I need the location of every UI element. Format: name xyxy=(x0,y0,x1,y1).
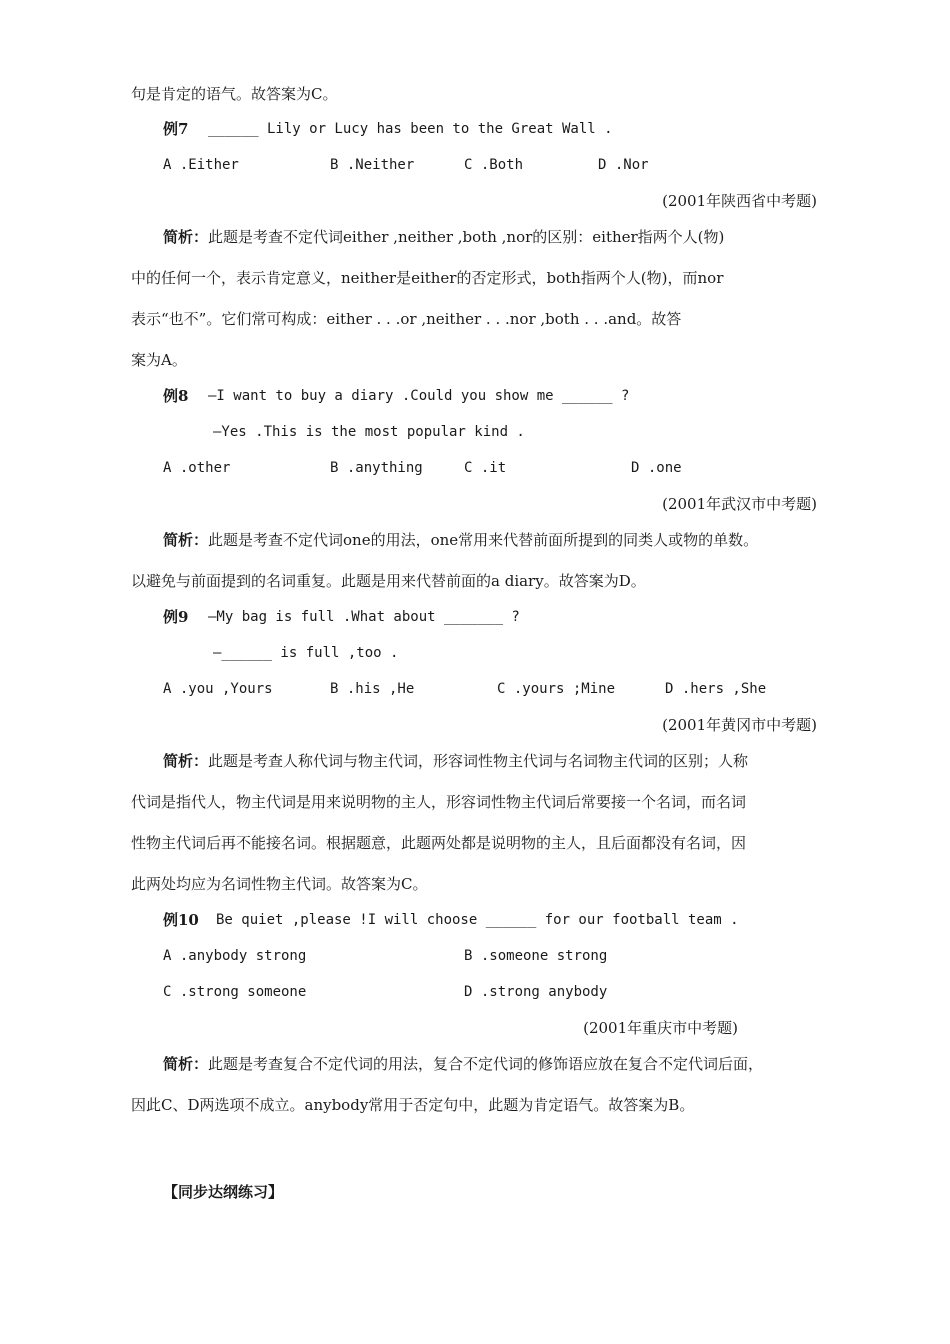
example-7-label: 例7 xyxy=(163,120,189,138)
example-8-option-b: B .anything xyxy=(330,460,423,476)
example-9-option-a: A .you ,Yours xyxy=(163,681,273,697)
paragraph-continuation: 句是肯定的语气。故答案为C。 xyxy=(131,85,338,103)
analysis-9-line-4: 此两处均应为名词性物主代词。故答案为C。 xyxy=(131,875,428,893)
example-7-option-c: C .Both xyxy=(464,157,524,173)
section-title: 【同步达纲练习】 xyxy=(163,1183,284,1201)
example-10-label: 例10 xyxy=(163,911,199,929)
analysis-7-line-2: 中的任何一个，表示肯定意义，neither是either的否定形式，both指两个人(物)，而nor xyxy=(131,269,724,287)
analysis-9-label: 简析： xyxy=(163,752,209,770)
example-8-label: 例8 xyxy=(163,387,189,405)
example-10-source: (2001年重庆市中考题) xyxy=(583,1019,738,1037)
example-9-question-line-2: —______ is full ,too . xyxy=(213,645,399,661)
example-9-option-d: D .hers ,She xyxy=(665,681,767,697)
analysis-9-line-2: 代词是指代人，物主代词是用来说明物的主人，形容词性物主代词后常要接一个名词，而名词 xyxy=(131,793,747,811)
analysis-8-line-2: 以避免与前面提到的名词重复。此题是用来代替前面的a diary。故答案为D。 xyxy=(131,572,646,590)
analysis-10-line-1: 此题是考查复合不定代词的用法，复合不定代词的修饰语应放在复合不定代词后面， xyxy=(208,1055,764,1073)
analysis-10-line-2: 因此C、D两选项不成立。anybody常用于否定句中，此题为肯定语气。故答案为B。 xyxy=(131,1096,695,1114)
example-7-question: ______ Lily or Lucy has been to the Great Wall . xyxy=(208,121,613,137)
example-8-source: (2001年武汉市中考题) xyxy=(662,495,817,513)
example-7-option-b: B .Neither xyxy=(330,157,415,173)
analysis-7-line-1: 此题是考查不定代词either ,neither ,both ,nor的区别：either指两个人(物) xyxy=(208,228,725,246)
example-9-option-c: C .yours ;Mine xyxy=(497,681,616,697)
example-10-option-b: B .someone strong xyxy=(464,948,608,964)
example-10-option-d: D .strong anybody xyxy=(464,984,608,1000)
example-8-option-d: D .one xyxy=(631,460,682,476)
analysis-9-line-1: 此题是考查人称代词与物主代词，形容词性物主代词与名词物主代词的区别；人称 xyxy=(208,752,749,770)
example-10-question: Be quiet ,please !I will choose ______ for our football team . xyxy=(216,912,739,928)
analysis-9-line-3: 性物主代词后再不能接名词。根据题意，此题两处都是说明物的主人，且后面都没有名词，因 xyxy=(131,834,747,852)
analysis-8-line-1: 此题是考查不定代词one的用法，one常用来代替前面所提到的同类人或物的单数。 xyxy=(208,531,759,549)
example-10-option-a: A .anybody strong xyxy=(163,948,307,964)
example-7-source: (2001年陕西省中考题) xyxy=(662,192,817,210)
example-7-option-a: A .Either xyxy=(163,157,239,173)
analysis-8-label: 简析： xyxy=(163,531,209,549)
analysis-7-line-3: 表示“也不”。它们常可构成：either . . .or ,neither . . .nor ,both . . .and。故答 xyxy=(131,310,682,328)
analysis-10-label: 简析： xyxy=(163,1055,209,1073)
example-9-question-line-1: —My bag is full .What about _______ ? xyxy=(208,609,520,625)
example-10-option-c: C .strong someone xyxy=(163,984,307,1000)
example-8-question-line-2: —Yes .This is the most popular kind . xyxy=(213,424,525,440)
analysis-7-line-4: 案为A。 xyxy=(131,351,187,369)
example-8-option-c: C .it xyxy=(464,460,507,476)
example-9-option-b: B .his ,He xyxy=(330,681,415,697)
example-7-option-d: D .Nor xyxy=(598,157,649,173)
example-8-option-a: A .other xyxy=(163,460,231,476)
analysis-7-label: 简析： xyxy=(163,228,209,246)
example-8-question-line-1: —I want to buy a diary .Could you show me ______ ? xyxy=(208,388,630,404)
example-9-label: 例9 xyxy=(163,608,189,626)
example-9-source: (2001年黄冈市中考题) xyxy=(662,716,817,734)
